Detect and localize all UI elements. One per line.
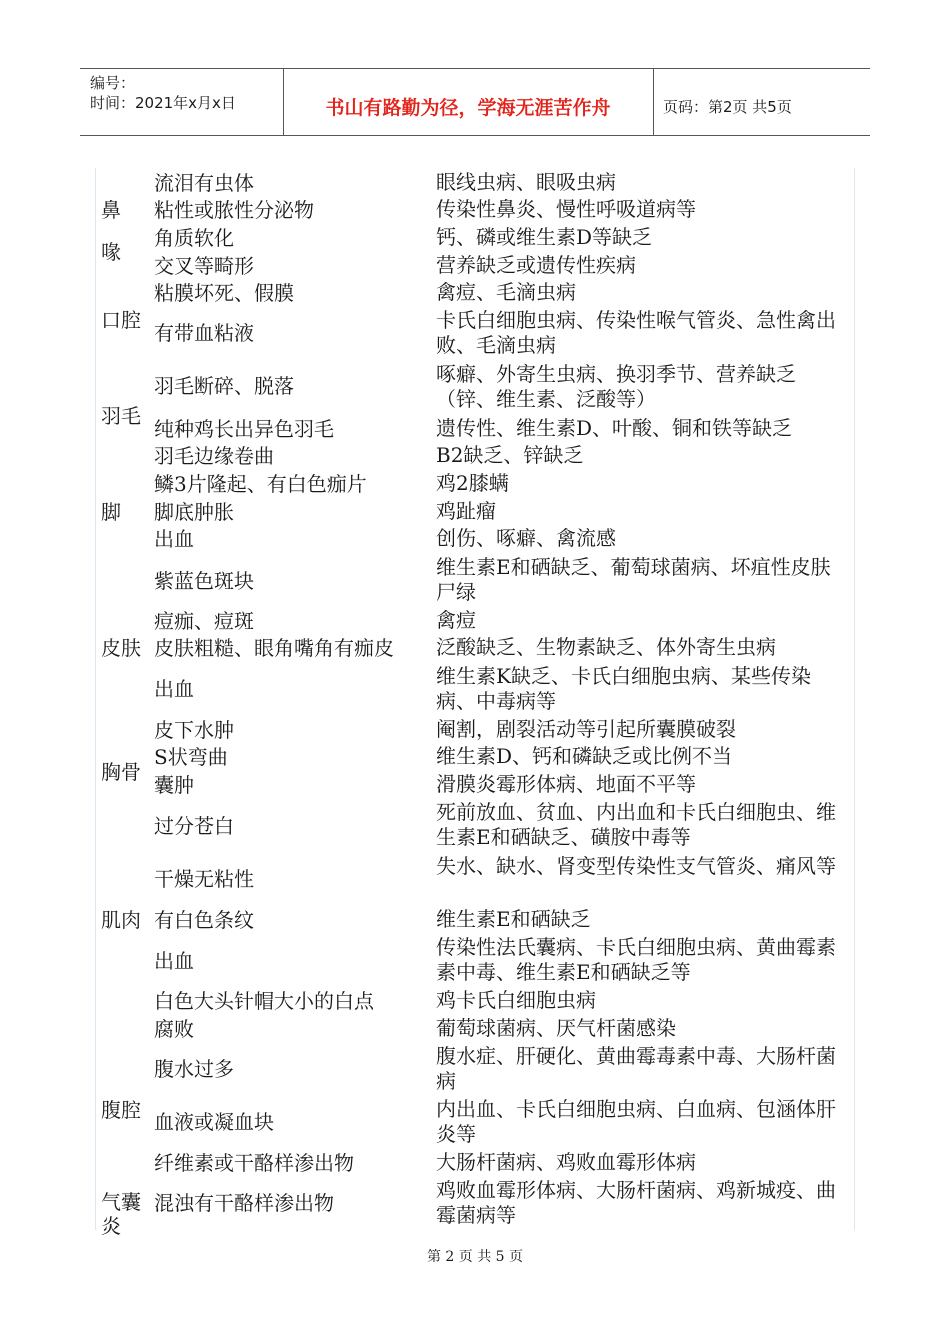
symptom-cell: 白色大头针帽大小的白点: [154, 989, 374, 1013]
symptom-cell: 出血: [154, 949, 194, 973]
diagnosis-cell: 葡萄球菌病、厌气杆菌感染: [436, 1016, 676, 1040]
diagnosis-cell: 传染性鼻炎、慢性呼吸道病等: [436, 197, 696, 221]
diagnosis-cell: 死前放血、贫血、内出血和卡氏白细胞虫、维生素E和硒缺乏、磺胺中毒等: [436, 800, 836, 849]
category-label: 脚: [101, 500, 121, 524]
symptom-cell: 流泪有虫体: [154, 171, 254, 195]
diagnosis-cell: 鸡卡氏白细胞虫病: [436, 988, 596, 1012]
symptom-cell: 羽毛断碎、脱落: [154, 374, 294, 398]
category-label: 皮肤: [101, 636, 141, 660]
symptom-cell: 纤维素或干酪样渗出物: [154, 1151, 354, 1175]
symptom-cell: 腐败: [154, 1017, 194, 1041]
symptom-cell: 角质软化: [154, 226, 234, 250]
page-number-label: 页码：第2页 共5页: [663, 98, 792, 116]
diagnosis-cell: 传染性法氏囊病、卡氏白细胞虫病、黄曲霉素素中毒、维生素E和硒缺乏等: [436, 935, 836, 984]
diagnosis-cell: B2缺乏、锌缺乏: [436, 443, 584, 467]
category-label: 腹腔: [101, 1098, 141, 1122]
date-label: 时间：2021年x月x日: [90, 94, 236, 112]
number-label: 编号：: [90, 74, 136, 92]
diagnosis-cell: 大肠杆菌病、鸡败血霉形体病: [436, 1150, 696, 1174]
diagnosis-cell: 维生素K缺乏、卡氏白细胞虫病、某些传染病、中毒病等: [436, 664, 811, 713]
symptom-cell: 鳞3片隆起、有白色痂片: [154, 472, 367, 496]
symptom-cell: 混浊有干酪样渗出物: [154, 1191, 334, 1215]
symptom-cell: S状弯曲: [154, 745, 228, 769]
diagnosis-cell: 鸡败血霉形体病、大肠杆菌病、鸡新城疫、曲霉菌病等: [436, 1178, 836, 1227]
header-info-cell: [80, 69, 284, 135]
symptom-cell: 有白色条纹: [154, 908, 254, 932]
symptom-cell: 羽毛边缘卷曲: [154, 444, 274, 468]
diagnosis-cell: 内出血、卡氏白细胞虫病、白血病、包涵体肝炎等: [436, 1097, 836, 1146]
symptom-cell: 痘痂、痘斑: [154, 609, 254, 633]
category-label: 羽毛: [101, 404, 141, 428]
diagnosis-cell: 禽痘、毛滴虫病: [436, 280, 576, 304]
diagnosis-cell: 滑膜炎霉形体病、地面不平等: [436, 772, 696, 796]
diagnosis-cell: 啄癖、外寄生虫病、换羽季节、营养缺乏（锌、维生素、泛酸等）: [436, 362, 796, 411]
symptom-cell: 干燥无粘性: [154, 867, 254, 891]
diagnosis-cell: 腹水症、肝硬化、黄曲霉毒素中毒、大肠杆菌病: [436, 1044, 836, 1093]
symptom-cell: 紫蓝色斑块: [154, 569, 254, 593]
page-footer: 第 2 页 共 5 页: [426, 1249, 524, 1265]
category-label: 肌肉: [101, 908, 141, 932]
category-label: 口腔: [101, 308, 141, 332]
diagnosis-cell: 卡氏白细胞虫病、传染性喉气管炎、急性禽出败、毛滴虫病: [436, 308, 836, 357]
header-page-cell: [653, 69, 870, 135]
symptom-table: [95, 168, 855, 1238]
diagnosis-cell: 鸡趾瘤: [436, 499, 496, 523]
category-label: 炎: [101, 1214, 121, 1238]
symptom-cell: 粘性或脓性分泌物: [154, 198, 314, 222]
motto: 书山有路勤为径，学海无涯苦作舟: [325, 97, 611, 119]
diagnosis-cell: 钙、磷或维生素D等缺乏: [436, 225, 653, 249]
diagnosis-cell: 鸡2膝螨: [436, 471, 509, 495]
diagnosis-cell: 创伤、啄癖、禽流感: [436, 526, 616, 550]
symptom-cell: 出血: [154, 527, 194, 551]
diagnosis-cell: 禽痘: [436, 608, 476, 632]
page-header: [80, 68, 870, 136]
category-label: 鼻: [101, 198, 121, 222]
symptom-cell: 粘膜坏死、假膜: [154, 281, 294, 305]
symptom-cell: 腹水过多: [154, 1057, 234, 1081]
symptom-cell: 过分苍白: [154, 814, 234, 838]
diagnosis-cell: 维生素E和硒缺乏、葡萄球菌病、坏疽性皮肤尸绿: [436, 555, 831, 604]
symptom-cell: 出血: [154, 677, 194, 701]
symptom-cell: 皮下水肿: [154, 718, 234, 742]
symptom-cell: 交叉等畸形: [154, 254, 254, 278]
diagnosis-cell: 阉割，剧裂活动等引起所囊膜破裂: [436, 717, 736, 741]
symptom-cell: 皮肤粗糙、眼角嘴角有痂皮: [154, 636, 394, 660]
header-motto-cell: [283, 69, 654, 135]
diagnosis-cell: 失水、缺水、肾变型传染性支气管炎、痛风等: [436, 854, 836, 878]
diagnosis-cell: 泛酸缺乏、生物素缺乏、体外寄生虫病: [436, 635, 776, 659]
diagnosis-cell: 营养缺乏或遗传性疾病: [436, 253, 636, 277]
symptom-cell: 血液或凝血块: [154, 1110, 274, 1134]
symptom-cell: 纯种鸡长出异色羽毛: [154, 417, 334, 441]
symptom-cell: 脚底肿胀: [154, 500, 234, 524]
category-label: 气囊: [101, 1190, 141, 1214]
category-label: 喙: [101, 240, 121, 264]
diagnosis-cell: 眼线虫病、眼吸虫病: [436, 170, 616, 194]
diagnosis-cell: 维生素E和硒缺乏: [436, 907, 591, 931]
symptom-cell: 有带血粘液: [154, 321, 254, 345]
diagnosis-cell: 遗传性、维生素D、叶酸、铜和铁等缺乏: [436, 416, 793, 440]
diagnosis-cell: 维生素D、钙和磷缺乏或比例不当: [436, 744, 733, 768]
symptom-cell: 囊肿: [154, 773, 194, 797]
category-label: 胸骨: [101, 760, 141, 784]
